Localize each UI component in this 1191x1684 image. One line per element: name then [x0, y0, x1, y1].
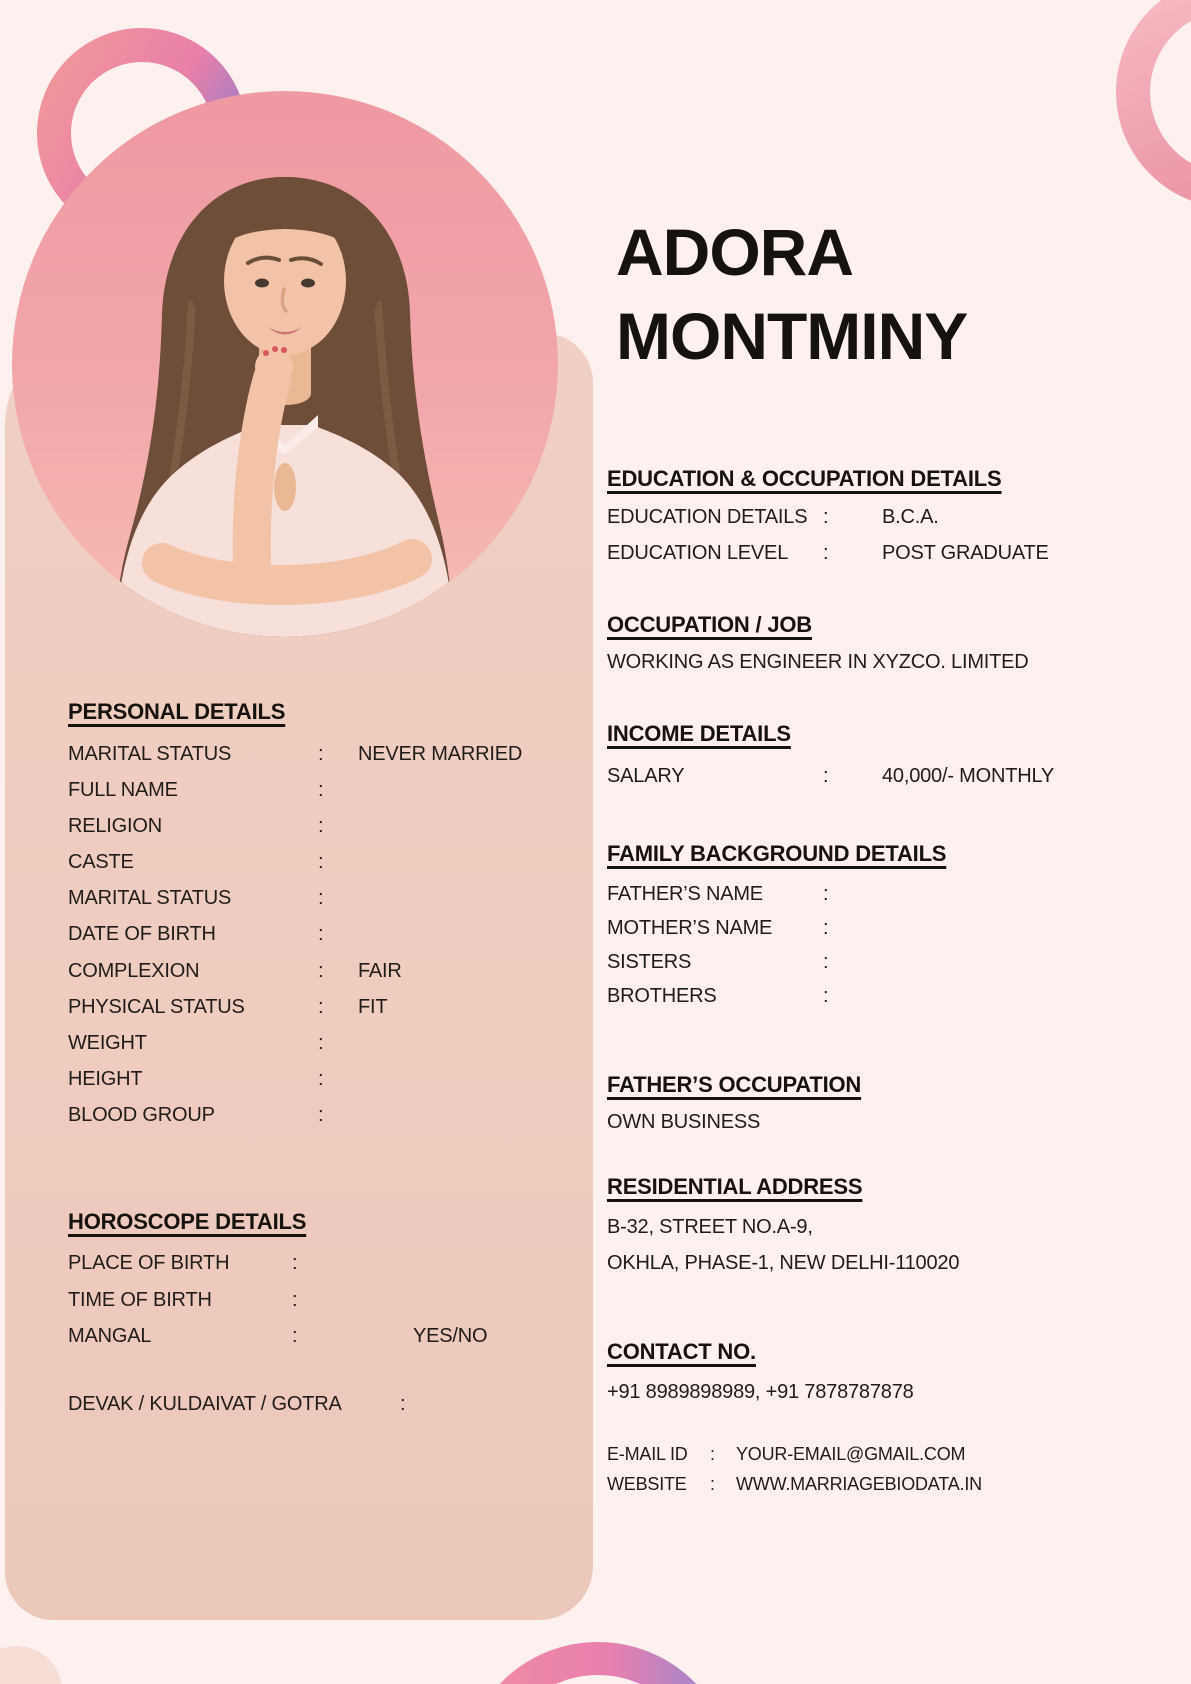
field-value: [358, 844, 522, 880]
field-value: B.C.A.: [882, 506, 939, 528]
colon: :: [823, 917, 829, 939]
horoscope-details-heading: HOROSCOPE DETAILS: [68, 1209, 307, 1234]
field-label: WEIGHT: [68, 1031, 147, 1054]
family-rows: [607, 877, 882, 1013]
field-value: [413, 1245, 487, 1282]
field-label: SISTERS: [607, 951, 692, 973]
field-label: CASTE: [68, 851, 134, 874]
occupation-body: WORKING AS ENGINEER IN XYZCO. LIMITED: [607, 651, 1029, 673]
colon: :: [823, 542, 829, 564]
field-label: MARITAL STATUS: [68, 887, 232, 910]
colon: :: [292, 1325, 298, 1347]
education-rows: [607, 499, 1049, 571]
field-value: [358, 916, 522, 952]
table-row: [68, 1318, 487, 1355]
table-row: [607, 1439, 982, 1469]
bottom-ring-decoration: [440, 1620, 760, 1684]
colon: :: [318, 1031, 324, 1054]
family-background-heading: FAMILY BACKGROUND DETAILS: [607, 841, 947, 866]
online-contact-rows: [607, 1439, 982, 1499]
table-row: [68, 880, 522, 916]
title-first-name: ADORA: [616, 215, 853, 289]
field-value: [358, 880, 522, 916]
income-heading: INCOME DETAILS: [607, 721, 791, 746]
table-row: [68, 1061, 522, 1097]
field-label: BLOOD GROUP: [68, 1103, 215, 1126]
website-label: WEBSITE: [607, 1474, 687, 1494]
table-row: [607, 911, 882, 945]
table-row: [68, 1282, 487, 1319]
colon: :: [318, 995, 324, 1018]
colon: :: [318, 743, 324, 765]
address-line-1: B-32, STREET NO.A-9,: [607, 1216, 813, 1238]
field-label: FATHER’S NAME: [607, 883, 763, 905]
occupation-heading: OCCUPATION / JOB: [607, 612, 812, 637]
field-value: FAIR: [358, 959, 402, 982]
residential-address-heading: RESIDENTIAL ADDRESS: [607, 1174, 863, 1199]
colon: :: [318, 887, 324, 910]
field-label: EDUCATION LEVEL: [607, 542, 789, 564]
field-label: EDUCATION DETAILS: [607, 506, 808, 528]
table-row: [68, 1025, 522, 1061]
portrait-illustration: [12, 91, 558, 637]
education-occupation-heading: EDUCATION & OCCUPATION DETAILS: [607, 466, 1002, 491]
table-row: [607, 979, 882, 1013]
bottom-left-circle-decoration: [0, 1646, 62, 1684]
fathers-occupation-body: OWN BUSINESS: [607, 1111, 761, 1133]
colon: :: [318, 923, 324, 946]
field-label: COMPLEXION: [68, 959, 200, 982]
field-value: FIT: [358, 995, 388, 1018]
colon: :: [318, 779, 324, 802]
title-last-name: MONTMINY: [616, 299, 968, 373]
field-label: MARITAL STATUS: [68, 743, 232, 765]
field-label: SALARY: [607, 765, 685, 787]
colon: :: [710, 1474, 715, 1494]
field-label: DEVAK / KULDAIVAT / GOTRA: [68, 1393, 342, 1415]
table-row: [68, 736, 522, 772]
address-line-2: OKHLA, PHASE-1, NEW DELHI-110020: [607, 1252, 960, 1274]
table-row: [68, 953, 522, 989]
colon: :: [823, 765, 829, 787]
table-row: [607, 758, 1054, 794]
table-row: [607, 499, 1049, 535]
personal-details-rows: [68, 736, 522, 1133]
field-label: FULL NAME: [68, 779, 178, 802]
table-row: [68, 1245, 487, 1282]
field-label: MOTHER’S NAME: [607, 917, 773, 939]
personal-details-heading: PERSONAL DETAILS: [68, 699, 286, 724]
table-row: [68, 916, 522, 952]
colon: :: [823, 506, 829, 528]
top-right-ring-decoration: [1090, 0, 1191, 255]
horoscope-details-rows: [68, 1245, 487, 1355]
field-value: [413, 1282, 487, 1319]
field-label: PLACE OF BIRTH: [68, 1252, 230, 1274]
colon: :: [318, 959, 324, 982]
field-value: POST GRADUATE: [882, 542, 1049, 564]
devak-row: [68, 1386, 434, 1422]
colon: :: [823, 951, 829, 973]
field-value: YES/NO: [413, 1325, 488, 1347]
field-label: DATE OF BIRTH: [68, 923, 216, 946]
contact-heading: CONTACT NO.: [607, 1339, 756, 1364]
table-row: [607, 877, 882, 911]
field-label: BROTHERS: [607, 985, 717, 1007]
email-label: E-MAIL ID: [607, 1444, 688, 1464]
field-value: 40,000/- MONTHLY: [882, 765, 1055, 787]
field-value: [358, 1097, 522, 1133]
website-value: WWW.MARRIAGEBIODATA.IN: [736, 1474, 982, 1494]
table-row: [68, 772, 522, 808]
income-rows: [607, 758, 1054, 794]
colon: :: [292, 1288, 298, 1311]
field-value: [358, 772, 522, 808]
table-row: [68, 989, 522, 1025]
profile-photo: [12, 91, 558, 637]
email-value: YOUR-EMAIL@GMAIL.COM: [736, 1444, 966, 1464]
colon: :: [400, 1393, 406, 1415]
fathers-occupation-heading: FATHER’S OCCUPATION: [607, 1072, 862, 1097]
colon: :: [318, 815, 324, 838]
table-row: [68, 808, 522, 844]
field-label: PHYSICAL STATUS: [68, 995, 245, 1018]
field-label: RELIGION: [68, 815, 162, 838]
field-label: MANGAL: [68, 1325, 152, 1347]
page-title: [616, 210, 967, 378]
field-value: [358, 808, 522, 844]
table-row: [68, 1097, 522, 1133]
colon: :: [823, 883, 829, 905]
contact-numbers: +91 8989898989, +91 7878787878: [607, 1381, 914, 1403]
table-row: [607, 945, 882, 979]
field-value: NEVER MARRIED: [358, 743, 523, 765]
table-row: [68, 844, 522, 880]
field-label: TIME OF BIRTH: [68, 1288, 212, 1311]
field-label: HEIGHT: [68, 1067, 143, 1090]
table-row: [607, 535, 1049, 571]
colon: :: [318, 1067, 324, 1090]
colon: :: [823, 985, 829, 1007]
field-value: [358, 1025, 522, 1061]
colon: :: [318, 851, 324, 874]
colon: :: [710, 1444, 715, 1464]
colon: :: [318, 1103, 324, 1126]
table-row: [607, 1469, 982, 1499]
field-value: [358, 1061, 522, 1097]
colon: :: [292, 1252, 298, 1274]
